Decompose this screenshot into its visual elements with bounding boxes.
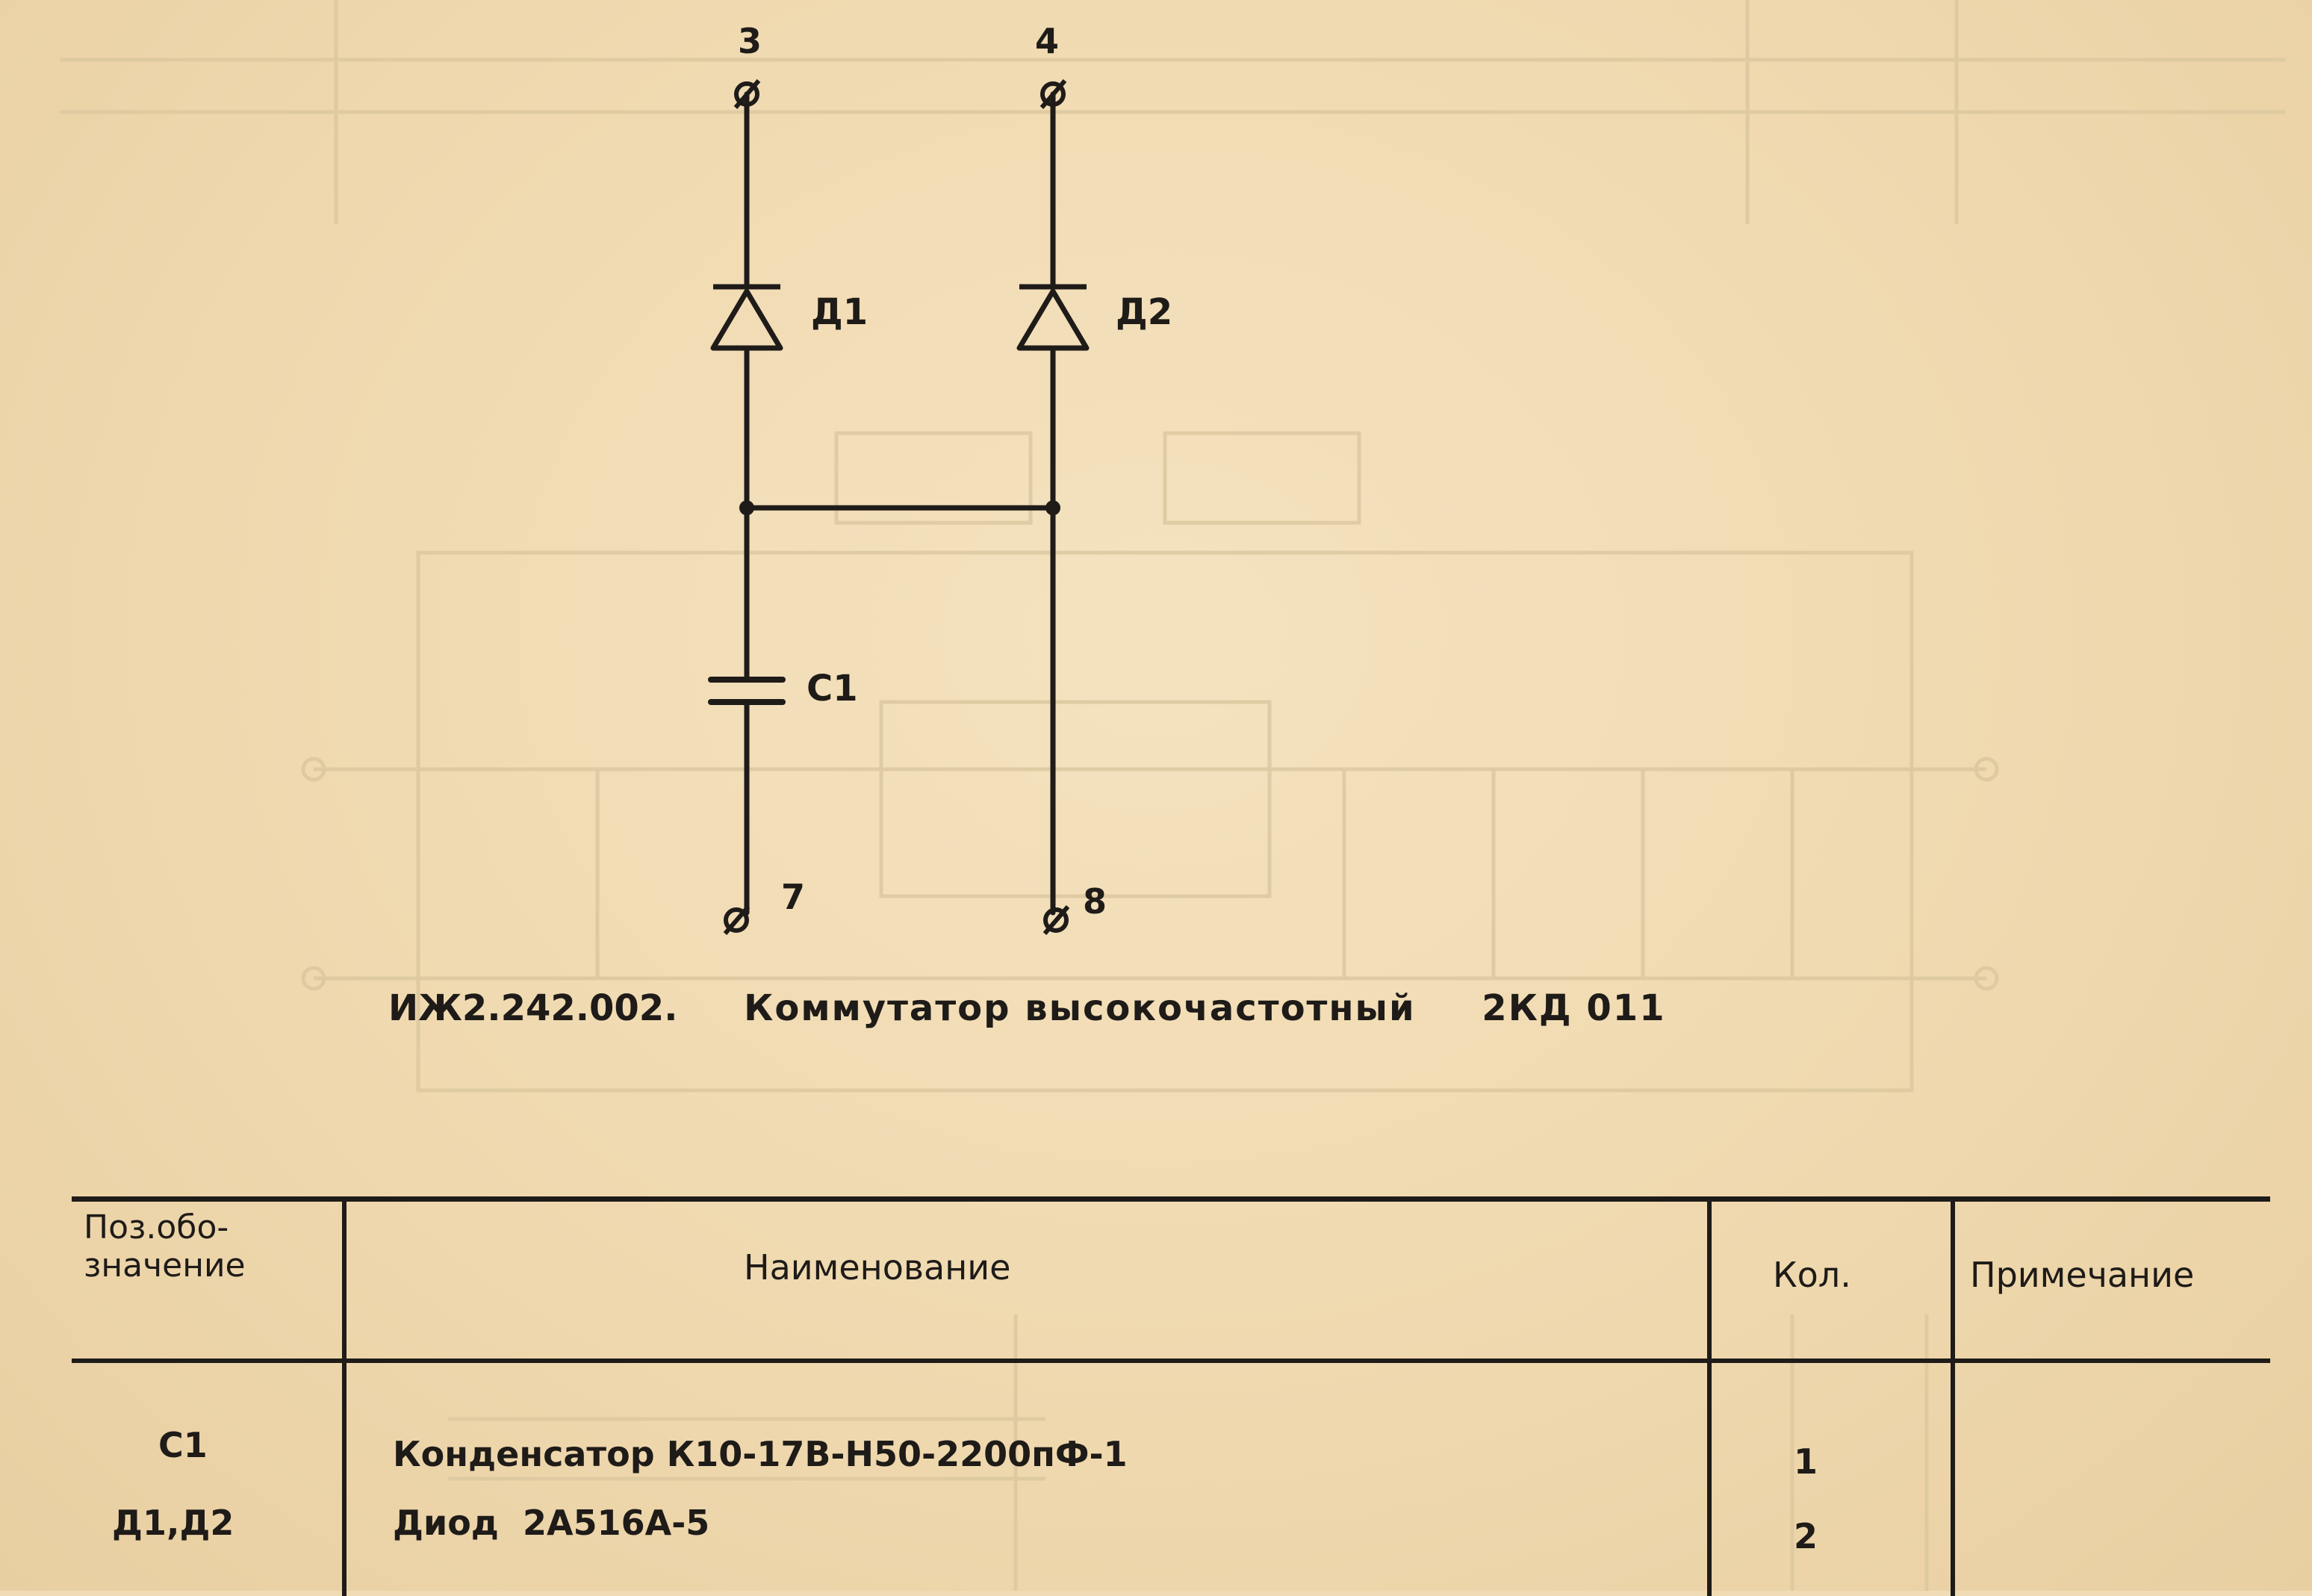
terminal-pin4 bbox=[1042, 81, 1065, 108]
ref-label-d2: Д2 bbox=[1116, 291, 1173, 333]
junction-right bbox=[1045, 500, 1060, 515]
row-position: С1 bbox=[158, 1425, 208, 1465]
header-note: Примечание bbox=[1970, 1255, 2195, 1295]
capacitor-c1-symbol bbox=[711, 680, 783, 702]
specification-table bbox=[72, 1196, 2270, 1596]
figure-caption bbox=[388, 987, 1733, 1029]
header-name: Наименование bbox=[744, 1247, 1011, 1288]
pin-label-3: 3 bbox=[738, 21, 762, 61]
row-name: Диод 2А516А-5 bbox=[393, 1503, 710, 1543]
caption-name: Коммутатор высокочастотный bbox=[744, 987, 1416, 1029]
pin-label-4: 4 bbox=[1035, 21, 1060, 61]
pin-label-8: 8 bbox=[1083, 881, 1107, 922]
header-quantity: Кол. bbox=[1773, 1255, 1851, 1295]
ref-label-d1: Д1 bbox=[811, 291, 868, 333]
table-divider-2 bbox=[1707, 1202, 1712, 1596]
diode-d1-symbol bbox=[713, 287, 780, 348]
row-position: Д1,Д2 bbox=[112, 1503, 234, 1543]
row-name: Конденсатор К10-17В-Н50-2200пФ-1 bbox=[393, 1434, 1128, 1474]
ref-label-c1: С1 bbox=[807, 668, 858, 709]
table-divider-1 bbox=[342, 1202, 347, 1596]
terminal-pin8 bbox=[1045, 907, 1068, 934]
table-header-rule bbox=[72, 1359, 2270, 1363]
caption-type: 2КД 011 bbox=[1482, 987, 1666, 1029]
pin-label-7: 7 bbox=[781, 877, 806, 917]
caption-code: ИЖ2.242.002. bbox=[388, 987, 678, 1029]
row-quantity: 1 bbox=[1794, 1441, 1818, 1482]
terminal-pin7 bbox=[725, 907, 748, 934]
diode-d2-symbol bbox=[1019, 287, 1087, 348]
header-position: Поз.обо- значение bbox=[84, 1208, 246, 1285]
terminal-pin3 bbox=[736, 81, 759, 108]
junction-left bbox=[739, 500, 754, 515]
table-divider-3 bbox=[1951, 1202, 1955, 1596]
row-quantity: 2 bbox=[1794, 1516, 1818, 1556]
